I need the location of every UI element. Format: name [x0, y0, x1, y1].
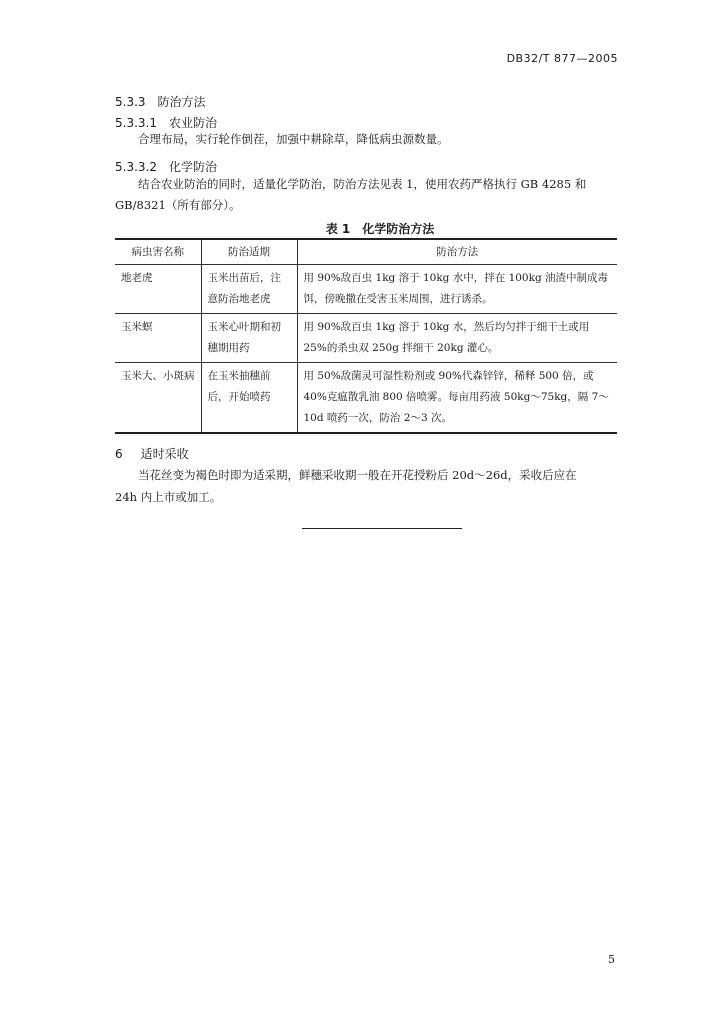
end-rule — [302, 528, 462, 529]
section-5-3-3-1-text: 合理布局，实行轮作倒茬，加强中耕除草，降低病虫源数量。 — [138, 132, 449, 146]
section-title: 适时采收 — [140, 447, 189, 461]
table-header-row — [115, 239, 617, 265]
cell-control-period: 在玉米抽穗前后，开始喷药 — [201, 363, 297, 434]
section-number: 5.3.3 — [115, 95, 146, 109]
section-title: 化学防治 — [168, 160, 217, 174]
table-title: 表 1 化学防治方法 — [325, 222, 435, 236]
section-number: 6 — [115, 447, 123, 461]
section-5-3-3-2-text-line1: 结合农业防治的同时，适量化学防治，防治方法见表 1，使用农药严格执行 GB 4285 和 — [138, 177, 587, 191]
page-number: 5 — [608, 953, 615, 966]
column-header-period: 防治适期 — [201, 239, 297, 265]
cell-pest-name: 地老虎 — [115, 265, 201, 314]
cell-control-period: 玉米心叶期和初穗期用药 — [201, 314, 297, 363]
cell-control-period: 玉米出苗后，注意防治地老虎 — [201, 265, 297, 314]
table-row — [115, 363, 617, 434]
cell-pest-name: 玉米大、小斑病 — [115, 363, 201, 434]
section-6-heading — [115, 445, 189, 462]
section-title: 防治方法 — [157, 95, 206, 109]
section-number: 5.3.3.1 — [115, 116, 157, 130]
cell-control-method: 用 90%敌百虫 1kg 溶于 10kg 水中，拌在 100kg 油渣中制成毒饵，傍晚撒在受害玉米周围，进行诱杀。 — [297, 265, 617, 314]
document-id: DB32/T 877—2005 — [506, 52, 618, 65]
section-6-text-line1: 当花丝变为褐色时即为适采期，鲜穗采收期一般在开花授粉后 20d～26d，采收后应在 — [138, 468, 577, 482]
section-5-3-3-heading — [115, 93, 206, 110]
table-row — [115, 265, 617, 314]
cell-pest-name: 玉米螟 — [115, 314, 201, 363]
cell-control-method: 用 50%敌菌灵可湿性粉剂或 90%代森锌锌，稀释 500 倍，或 40%克瘟散乳油 800 倍喷雾。每亩用药液 50kg～75kg，隔 7～10d 喷药一次，防治 2～3 次。 — [297, 363, 617, 434]
table-row — [115, 314, 617, 363]
chemical-control-table — [115, 238, 617, 434]
section-6-text-line2: 24h 内上市或加工。 — [115, 490, 222, 504]
column-header-method: 防治方法 — [297, 239, 617, 265]
section-number: 5.3.3.2 — [115, 160, 157, 174]
section-5-3-3-2-text-line2: GB/8321（所有部分）。 — [115, 198, 241, 212]
section-title: 农业防治 — [168, 116, 217, 130]
cell-control-method: 用 90%敌百虫 1kg 溶于 10kg 水，然后均匀拌于细干土或用 25%的杀虫双 250g 拌细干 20kg 灌心。 — [297, 314, 617, 363]
column-header-name: 病虫害名称 — [115, 239, 201, 265]
